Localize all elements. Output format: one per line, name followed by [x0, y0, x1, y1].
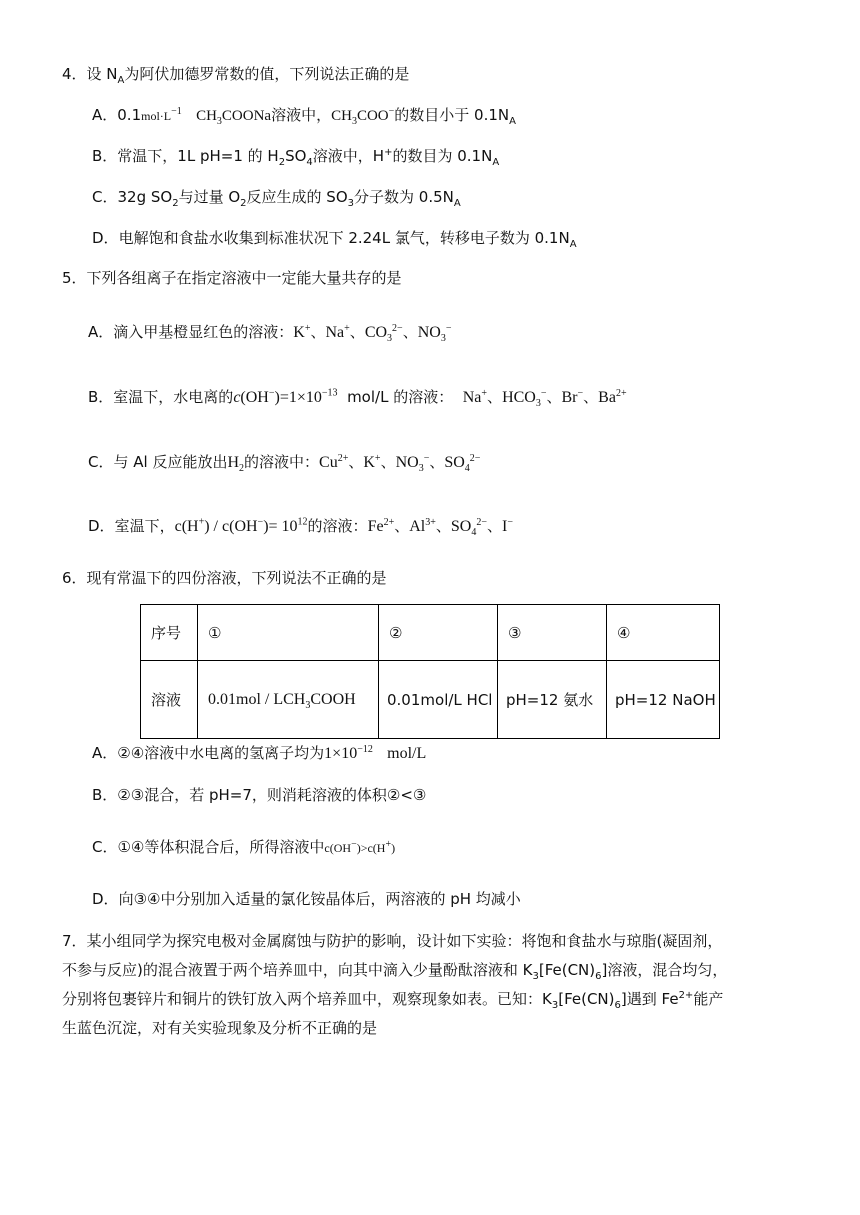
q4-stem: 4．设 $N_A$为阿伏加德罗常数的值，下列说法正确的是 [62, 65, 410, 86]
q4-option-c: C．32g $SO_2$与过量 $O_2$反应生成的 $SO_3$分子数为 $0.5N_A$ [92, 188, 461, 209]
q6-option-b: B．②③混合，若 pH=7，则消耗溶液的体积②<③ [92, 786, 427, 804]
table-header-cell: ① [198, 605, 379, 661]
q4-option-d: D．电解饱和食盐水收集到标准状况下 2.24L 氯气，转移电子数为 $0.1N_A$ [92, 229, 577, 250]
table-cell: pH=12 NaOH [607, 661, 720, 739]
q5-option-d: D．室温下，$c(H^+) / c(OH^-)= 10^{12}$的溶液：$Fe^{2+}$、$Al^{3+}$、$SO_4^{2-}$、I− [88, 516, 513, 538]
table-cell: $0.01mol / LCH_3COOH$ [198, 661, 379, 739]
table-row [141, 661, 720, 739]
q5-stem: 5．下列各组离子在指定溶液中一定能大量共存的是 [62, 269, 402, 287]
solutions-table [140, 604, 720, 739]
table-header-cell: 序号 [141, 605, 198, 661]
q6-stem: 6．现有常温下的四份溶液，下列说法不正确的是 [62, 569, 387, 587]
q4-option-b: B．常温下，1L pH=1 的 $H_2SO_4$溶液中，H+的数目为 $0.1N_A$ [92, 147, 500, 168]
q5-option-b: B．室温下，水电离的$c(OH^-)=1\times 10^{-13}$ mol/L 的溶液： Na+、$HCO_3^-$、Br−、$Ba^{2+}$ [88, 387, 627, 409]
table-header-cell: ④ [607, 605, 720, 661]
q7-paragraph-line-3: 分别将包裹锌片和铜片的铁钉放入两个培养皿中，观察现象如表。已知：$K_3[Fe(CN)_6]$遇到 $Fe^{2+}$能产 [62, 990, 724, 1011]
q6-option-c: C．①④等体积混合后，所得溶液中c(OH−)>c(H+) [92, 838, 396, 856]
q7-paragraph-line-2: 不参与反应)的混合液置于两个培养皿中，向其中滴入少量酚酞溶液和 $K_3[Fe(CN)_6]$溶液，混合均匀， [62, 961, 728, 982]
q6-option-d: D．向③④中分别加入适量的氯化铵晶体后，两溶液的 pH 均减小 [92, 890, 521, 908]
table-cell: 0.01mol/L HCl [379, 661, 498, 739]
q7-paragraph-line-4: 生蓝色沉淀，对有关实验现象及分析不正确的是 [62, 1019, 378, 1037]
table-header-cell: ③ [498, 605, 607, 661]
q5-option-c: C．与 Al 反应能放出$H_2$的溶液中：$Cu^{2+}$、K+、$NO_3^-$、$SO_4^{2-}$ [88, 453, 481, 474]
q7-paragraph-line-1: 7．某小组同学为探究电极对金属腐蚀与防护的影响，设计如下实验：将饱和食盐水与琼脂(凝固剂， [62, 932, 723, 950]
q4-option-a: A．$0.1mol\cdot L^{-1}$ $CH_3COONa$溶液中，$CH_3COO^-$的数目小于 $0.1N_A$ [92, 106, 516, 127]
q5-option-a: A．滴入甲基橙显红色的溶液：K+、Na+、$CO_3^{2-}$、$NO_3^-$ [88, 323, 452, 344]
table-cell: pH=12 氨水 [498, 661, 607, 739]
table-header-cell: ② [379, 605, 498, 661]
table-header-row [141, 605, 720, 661]
table-cell: 溶液 [141, 661, 198, 739]
q6-option-a: A．②④溶液中水电离的氢离子均为$1\times 10^{-12}$ mol/L [92, 744, 427, 762]
